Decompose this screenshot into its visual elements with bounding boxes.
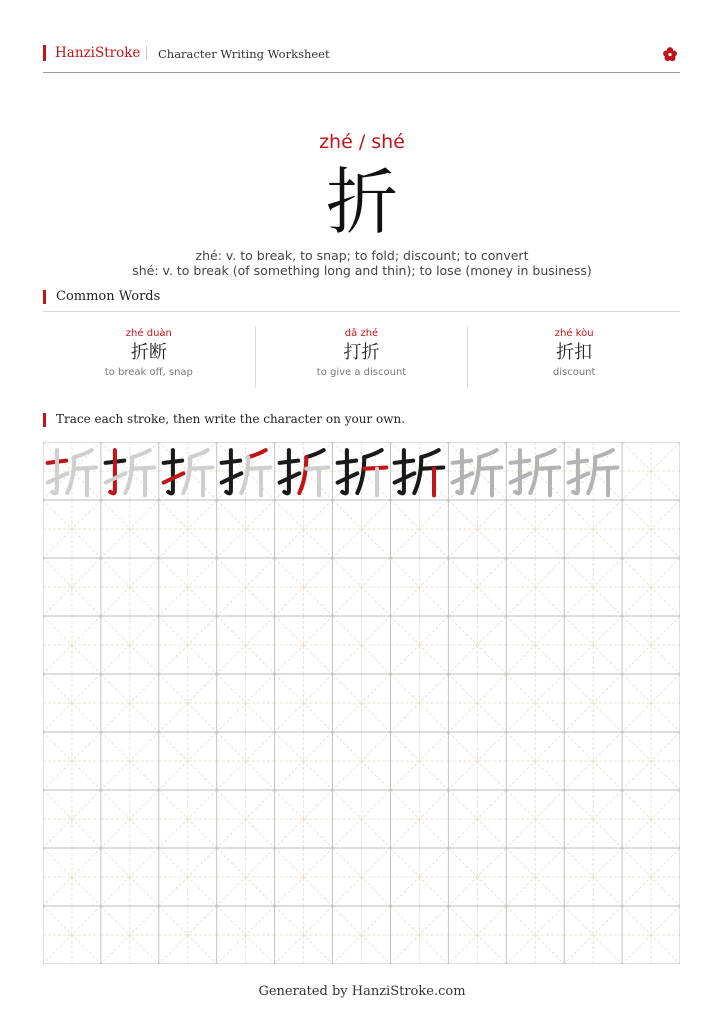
character-stroke	[422, 450, 439, 457]
worksheet-header	[43, 44, 680, 64]
plum-blossom-icon	[662, 46, 678, 62]
character-stroke	[284, 450, 289, 493]
word-meaning: to break off, snap	[104, 367, 193, 378]
word-hanzi: 打折	[343, 342, 380, 363]
header-divider	[146, 46, 147, 60]
trace-character	[506, 442, 564, 500]
character-stroke	[364, 450, 381, 457]
stroke-step-character	[43, 442, 101, 500]
common-words-title: Common Words	[56, 289, 161, 304]
section-rule	[43, 311, 680, 312]
word-meaning: to give a discount	[316, 367, 407, 378]
header-accent-bar	[43, 45, 46, 61]
definition-she: shé: v. to break (of something long and thin); to lose (money in business)	[132, 263, 592, 278]
stroke-step-character	[390, 442, 448, 500]
practice-grid-lines	[43, 442, 680, 964]
stroke-step-character	[159, 442, 217, 500]
word-card	[255, 326, 468, 388]
header-rule	[43, 72, 680, 73]
character-stroke	[248, 450, 265, 457]
word-card	[43, 326, 255, 388]
stroke-step-character	[333, 442, 391, 500]
trace-character	[564, 442, 622, 500]
word-pinyin: zhé kòu	[554, 328, 594, 339]
character-stroke	[168, 450, 173, 493]
character-pinyin: zhé / shé	[319, 131, 405, 153]
character-stroke	[74, 450, 91, 457]
character-stroke	[306, 450, 323, 457]
character-stroke	[458, 450, 463, 493]
stroke-step-character	[101, 442, 159, 500]
character-stroke	[226, 450, 231, 493]
character-stroke	[538, 450, 555, 457]
character-stroke	[52, 450, 57, 493]
word-meaning: discount	[552, 367, 596, 378]
character-stroke	[110, 450, 115, 493]
practice-instruction: Trace each stroke, then write the character on your own.	[56, 412, 406, 426]
character-stroke	[480, 450, 497, 457]
trace-character	[448, 442, 506, 500]
character-stroke	[400, 450, 405, 493]
word-card	[467, 326, 680, 388]
character-stroke	[132, 450, 149, 457]
word-pinyin: zhé duàn	[125, 328, 172, 339]
word-hanzi: 折断	[130, 342, 167, 363]
character-stroke	[595, 450, 612, 457]
character-stroke	[516, 450, 521, 493]
stroke-step-character	[275, 442, 333, 500]
character-stroke	[573, 450, 578, 493]
character-stroke	[342, 450, 347, 493]
section-accent-bar	[43, 413, 46, 427]
word-hanzi: 折扣	[556, 342, 593, 363]
footer-credit[interactable]: Generated by HanziStroke.com	[258, 984, 466, 999]
practice-grid[interactable]	[43, 442, 680, 964]
worksheet-subtitle: Character Writing Worksheet	[158, 47, 330, 61]
stroke-step-character	[217, 442, 275, 500]
main-character: 折	[325, 160, 398, 244]
definition-zhe: zhé: v. to break, to snap; to fold; discount; to convert	[195, 248, 529, 263]
brand-name[interactable]: HanziStroke	[55, 45, 141, 61]
word-pinyin: dǎ zhé	[344, 328, 379, 339]
section-accent-bar	[43, 290, 46, 304]
character-stroke	[190, 450, 207, 457]
common-words-list	[43, 326, 680, 388]
